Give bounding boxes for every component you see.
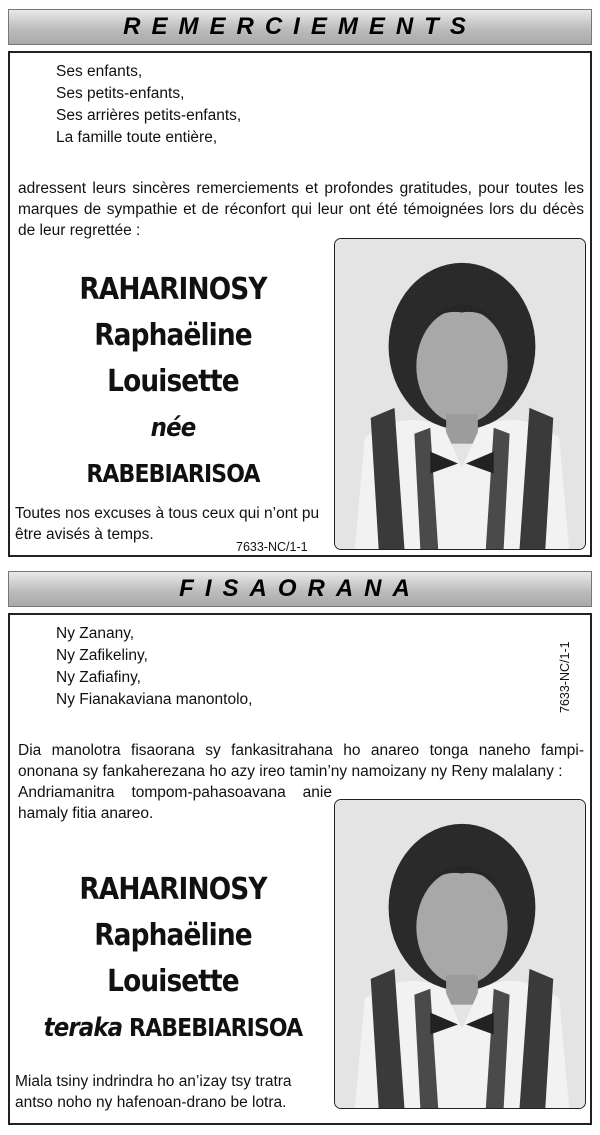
closing-line: antso noho ny hafenoan-drano be lotra.	[15, 1094, 287, 1111]
name-maiden: RABEBIARISOA	[86, 459, 260, 488]
name-maiden: RABEBIARISOA	[129, 1013, 303, 1042]
name-second: Louisette	[107, 964, 239, 999]
remerciements-panel	[8, 51, 592, 557]
name-surname: RAHARINOSY	[79, 272, 267, 307]
name-first: Raphaëline	[94, 318, 252, 353]
deceased-name	[33, 867, 313, 1051]
blessing-text	[18, 782, 332, 824]
banner-title: FISAORANA	[179, 575, 421, 602]
excuse-line: Toutes nos excuses à tous ceux qui n’ont pu	[15, 505, 320, 522]
portrait-photo	[334, 238, 586, 550]
list-item: Ses arrières petits-enfants,	[56, 107, 242, 124]
blessing-line: hamaly fitia anareo.	[18, 805, 154, 822]
closing-text	[15, 1071, 333, 1113]
deceased-name	[33, 267, 313, 497]
reference-code-vertical: 7633-NC/1-1	[558, 641, 572, 713]
fisaorana-panel	[8, 613, 592, 1125]
portrait-image	[335, 800, 585, 1108]
family-list	[56, 61, 241, 149]
fisaorana-banner	[8, 571, 592, 607]
name-second: Louisette	[107, 364, 239, 399]
list-item: Ny Zafiafiny,	[56, 669, 141, 686]
portrait-image	[335, 239, 585, 549]
thanks-message: adressent leurs sincères remerciements et profondes gratitudes, pour toutes les marques de sympathie et de réconfort qui leur ont été témoignées lors du décès de leur regrettée :	[18, 180, 584, 239]
closing-line: Miala tsiny indrindra ho an’izay tsy tratra	[15, 1073, 292, 1090]
list-item: La famille toute entière,	[56, 129, 218, 146]
reference-code: 7633-NC/1-1	[236, 540, 308, 554]
list-item: Ses petits-enfants,	[56, 85, 185, 102]
thanks-message: Dia manolotra fisaorana sy fankasitrahana ho anareo tonga naneho fampi-ononana sy fankaherezana ho azy ireo tamin’ny namoizany ny Reny malalany :	[18, 742, 584, 780]
list-item: Ny Fianakaviana manontolo,	[56, 691, 253, 708]
name-first: Raphaëline	[94, 918, 252, 953]
excuse-line: être avisés à temps.	[15, 526, 154, 543]
list-item: Ses enfants,	[56, 63, 143, 80]
family-list	[56, 623, 252, 711]
blessing-line: Andriamanitra tompom-pahasoavana anie	[18, 784, 332, 801]
name-teraka: teraka	[43, 1013, 123, 1043]
portrait-photo	[334, 799, 586, 1109]
name-nee: née	[150, 413, 196, 443]
list-item: Ny Zanany,	[56, 625, 135, 642]
excuse-text	[15, 503, 333, 545]
name-maiden-line	[33, 1005, 313, 1051]
remerciements-banner	[8, 9, 592, 45]
banner-title: REMERCIEMENTS	[123, 13, 477, 40]
list-item: Ny Zafikeliny,	[56, 647, 148, 664]
name-surname: RAHARINOSY	[79, 872, 267, 907]
